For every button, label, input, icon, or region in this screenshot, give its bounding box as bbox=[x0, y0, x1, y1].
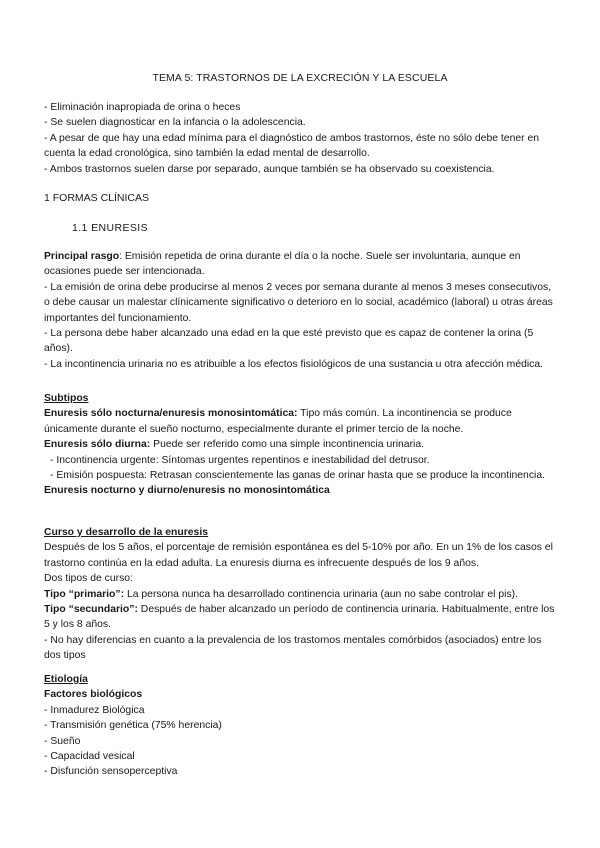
factores-heading: Factores biológicos bbox=[44, 689, 143, 701]
list-item: - Transmisión genética (75% herencia) bbox=[44, 720, 222, 732]
subtipos-section bbox=[44, 391, 556, 499]
nocturna-paragraph bbox=[44, 406, 556, 437]
diurna-paragraph bbox=[44, 437, 556, 452]
principal-paragraph bbox=[44, 249, 556, 280]
section-heading: 1 FORMAS CLÍNICAS bbox=[44, 192, 150, 204]
nocturna-label: Enuresis sólo nocturna/enuresis monosintomática: bbox=[44, 408, 298, 420]
primario-text: La persona nunca ha desarrollado continencia urinaria (aun no sabe controlar el pis). bbox=[124, 588, 518, 600]
etiologia-heading: Etiología bbox=[44, 674, 88, 685]
list-item: - Inmadurez Biológica bbox=[44, 704, 145, 716]
mixta-label: Enuresis nocturno y diurno/enuresis no monosintomática bbox=[44, 485, 330, 497]
list-item: - Sueño bbox=[44, 735, 81, 747]
curso-paragraph: Después de los 5 años, el porcentaje de remisión espontánea es del 5-10% por año. En un 1% de los casos el trastorno continúa en la edad adulta. La enuresis diurna es infrecuente después de los 9 años. bbox=[44, 542, 553, 569]
list-item: - Emisión pospuesta: Retrasan conscientemente las ganas de orinar hasta que se produce la incontinencia. bbox=[50, 470, 546, 482]
list-item: - La emisión de orina debe producirse al menos 2 veces por semana durante al menos 3 meses consecutivos, o debe causar un malestar clínicamente significativo o deterioro en lo social, académico (laboral) u otras áreas importantes del funcionamiento. bbox=[44, 281, 553, 324]
secundario-text: Después de haber alcanzado un período de continencia urinaria. Habitualmente, entre los 5 y los 8 años. bbox=[44, 604, 555, 631]
list-item: - No hay diferencias en cuanto a la prevalencia de los trastornos mentales comórbidos (asociados) entre los dos tipos bbox=[44, 634, 542, 662]
etiologia-section bbox=[44, 672, 556, 780]
list-item: - Ambos trastornos suelen darse por separado, aunque también se ha observado su coexistencia. bbox=[44, 163, 495, 175]
diurna-text: Puede ser referido como una simple incontinencia urinaria. bbox=[150, 439, 425, 451]
subtipos-heading: Subtipos bbox=[44, 393, 89, 404]
curso-heading: Curso y desarrollo de la enuresis bbox=[44, 527, 209, 538]
list-item: - Disfunción sensoperceptiva bbox=[44, 766, 178, 778]
intro-list bbox=[44, 100, 556, 177]
diurna-label: Enuresis sólo diurna: bbox=[44, 439, 151, 451]
list-item: - Se suelen diagnosticar en la infancia o la adolescencia. bbox=[44, 117, 306, 129]
nocturna-text: Tipo más común. La incontinencia se produce únicamente durante el sueño nocturno, especialmente durante el primer tercio de la noche. bbox=[44, 408, 512, 435]
primario-paragraph bbox=[44, 587, 556, 602]
secundario-label: Tipo “secundario”: bbox=[44, 604, 138, 616]
curso-section bbox=[44, 525, 556, 664]
principal-label: Principal rasgo bbox=[44, 251, 120, 262]
list-item: - Eliminación inapropiada de orina o heces bbox=[44, 102, 241, 113]
principal-rasgo bbox=[44, 249, 556, 372]
list-item: - La incontinencia urinaria no es atribuible a los efectos fisiológicos de una sustancia u otra afección médica. bbox=[44, 358, 544, 370]
secundario-paragraph bbox=[44, 602, 556, 633]
page-title: TEMA 5: TRASTORNOS DE LA EXCRECIÓN Y LA ESCUELA bbox=[152, 72, 448, 84]
list-item: - La persona debe haber alcanzado una edad en la que esté previsto que es capaz de contener la orina (5 años). bbox=[44, 328, 534, 355]
list-item: - Incontinencia urgente: Síntomas urgentes repentinos e inestabilidad del detrusor. bbox=[50, 454, 430, 466]
dos-tipos-label: Dos tipos de curso: bbox=[44, 573, 133, 585]
list-item: - A pesar de que hay una edad mínima para el diagnóstico de ambos trastornos, éste no sólo debe tener en cuenta la edad cronológica, sino también la edad mental de desarrollo. bbox=[44, 132, 540, 160]
primario-label: Tipo “primario”: bbox=[44, 588, 125, 600]
list-item: - Capacidad vesical bbox=[44, 751, 135, 763]
subsection-heading: 1.1 ENURESIS bbox=[72, 222, 148, 234]
principal-text: : Emisión repetida de orina durante el día o la noche. Suele ser involuntaria, aunque en ocasiones puede ser intencionada. bbox=[44, 251, 521, 278]
